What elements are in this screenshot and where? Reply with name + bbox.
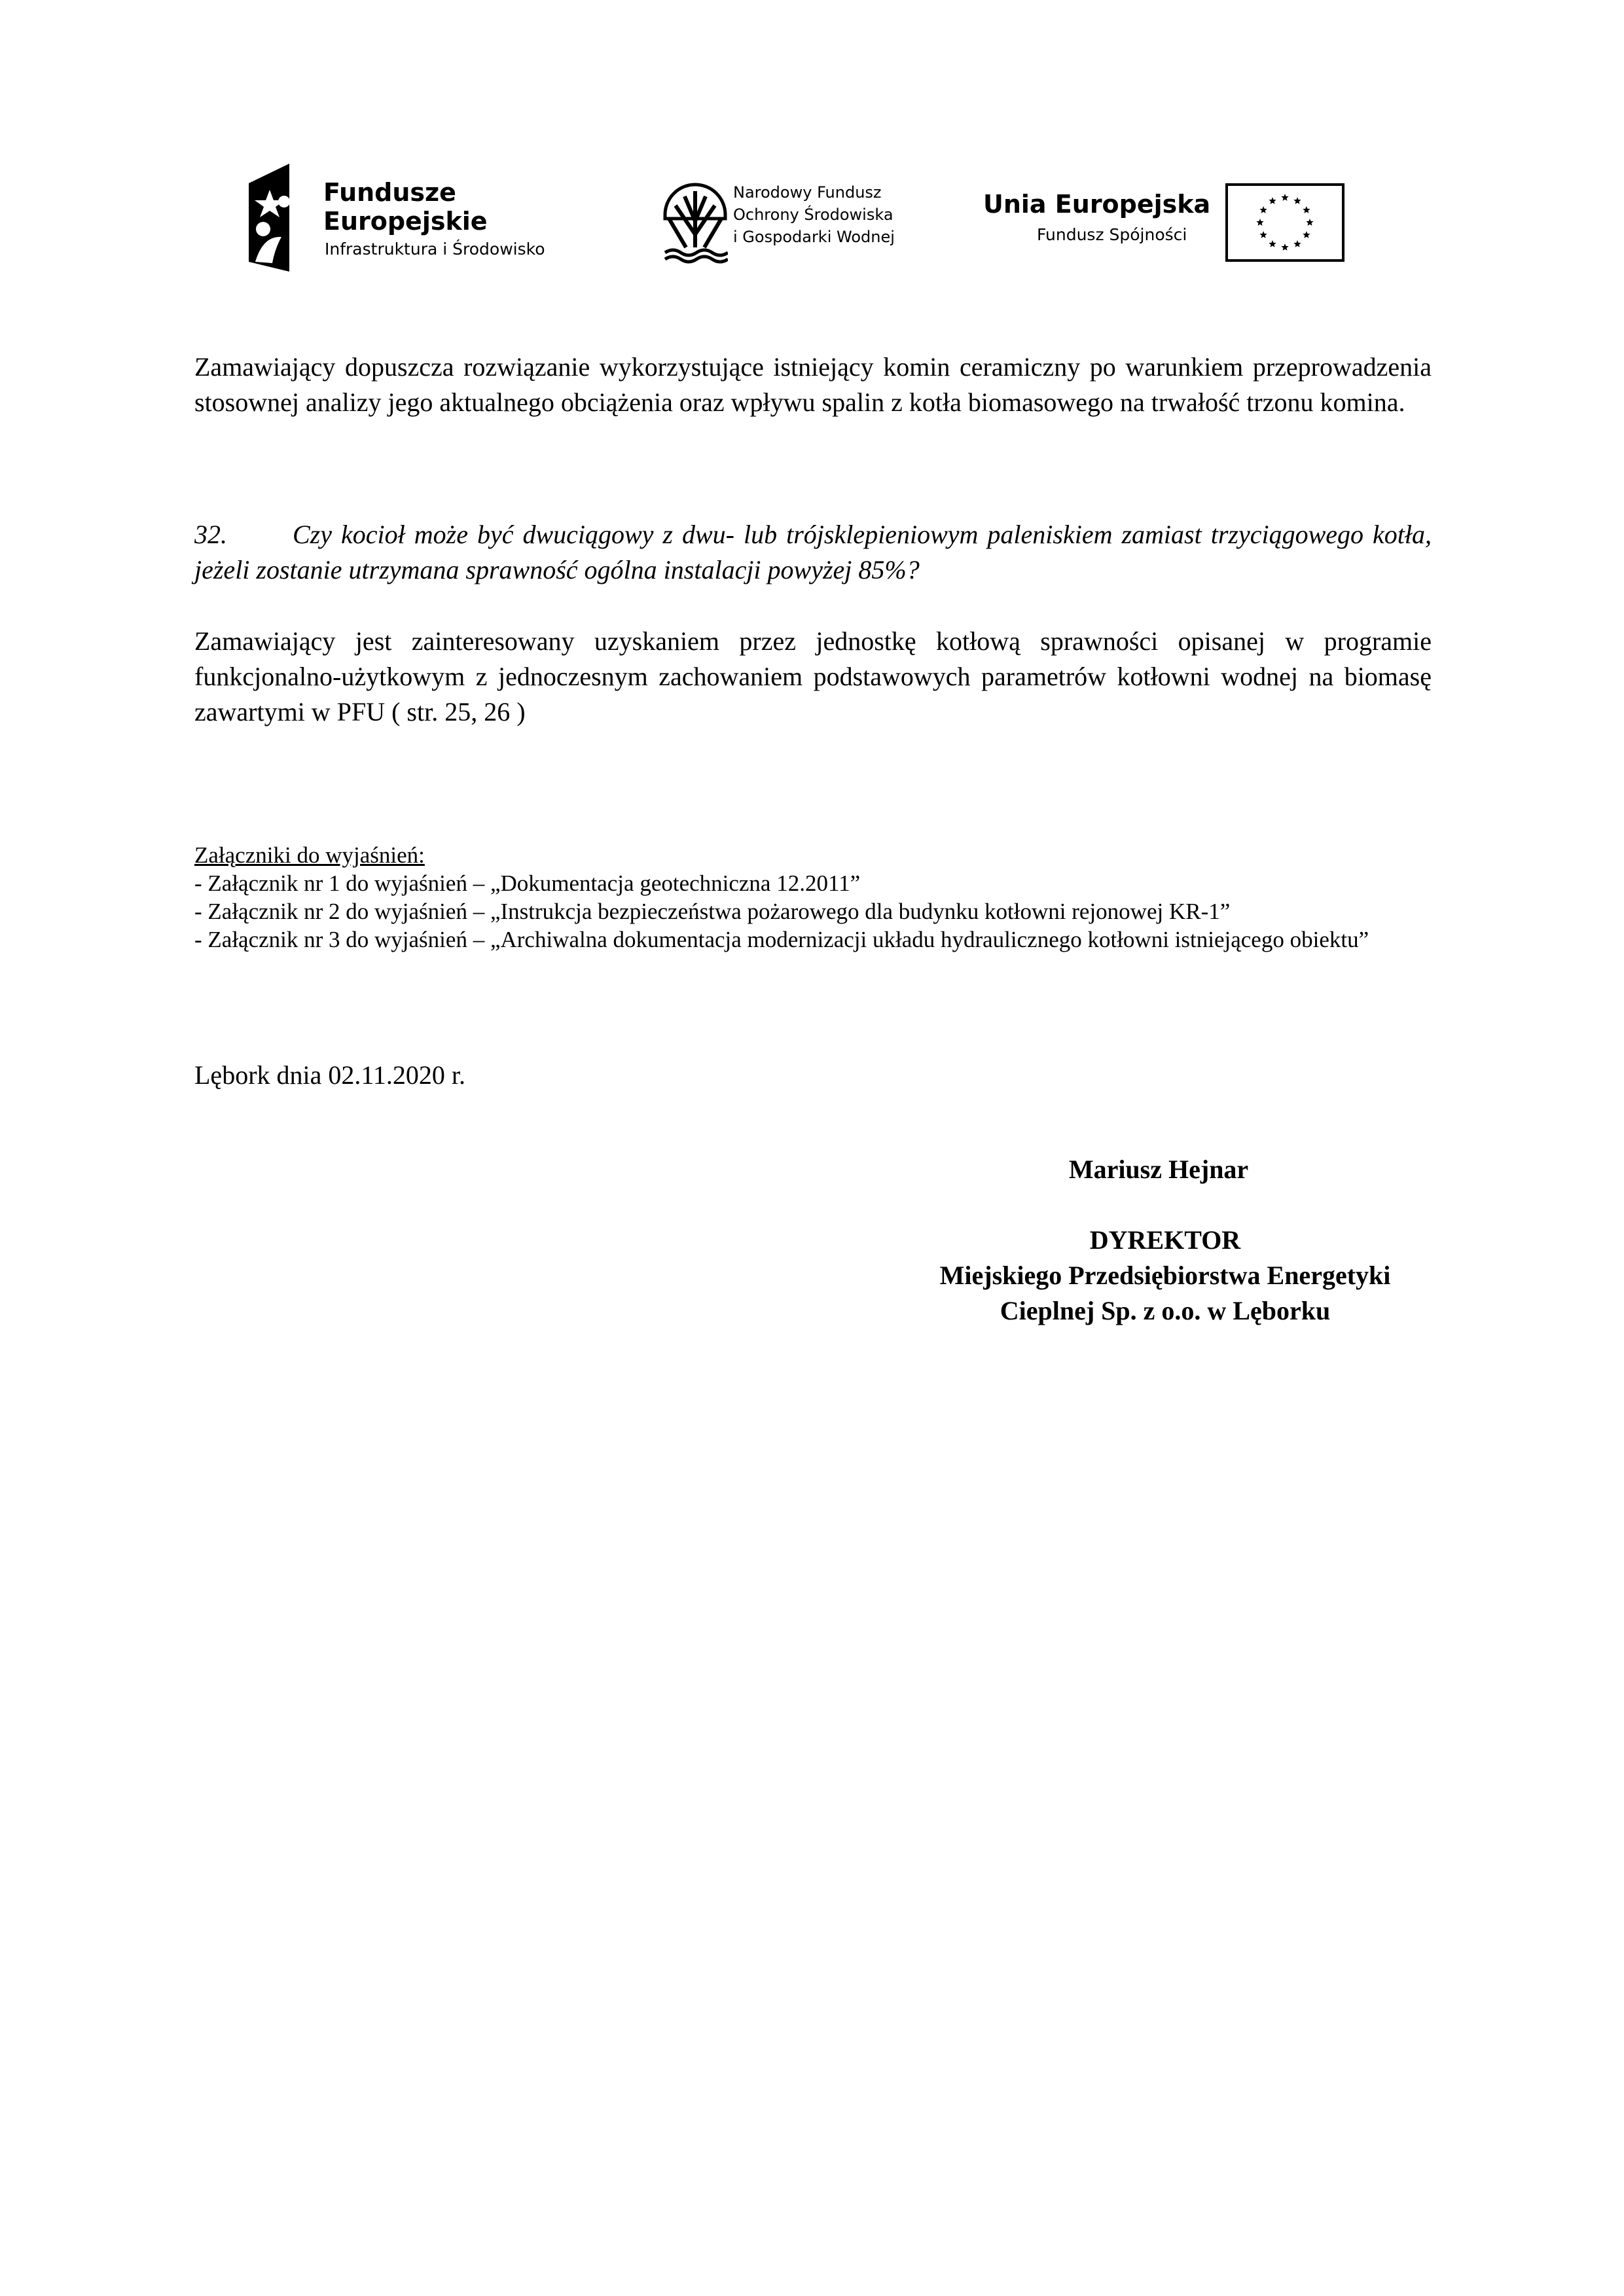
eu-star-icon — [1293, 197, 1301, 204]
fundusze-europejskie-logo — [244, 164, 584, 272]
question-number: 32. — [194, 520, 227, 549]
eu-star-icon — [1281, 243, 1288, 251]
signatory-organization: Miejskiego Przedsiębiorstwa Energetyki — [939, 1261, 1391, 1290]
header-logos — [244, 164, 1350, 272]
nfosigw-logo — [662, 164, 937, 272]
fe-logo-line3: Infrastruktura i Środowisko — [325, 240, 545, 259]
nfosigw-logo-line2: Ochrony Środowiska — [733, 206, 893, 224]
nfosigw-logo-line3: i Gospodarki Wodnej — [733, 228, 895, 246]
eu-star-icon — [1256, 219, 1263, 226]
signatory-name: Mariusz Hejnar — [1068, 1155, 1249, 1184]
nfosigw-logo-line1: Narodowy Fundusz — [733, 183, 882, 202]
paragraph-chimney: Zamawiający dopuszcza rozwiązanie wykorzystujące istniejący komin ceramiczny po warunkiem przeprowadzenia stosownej analizy jego aktualnego obciążenia oraz wpływu spalin z kotła biomasowego na trwałość trzonu komina. — [194, 352, 1432, 417]
fundusze-europejskie-star-icon — [244, 164, 309, 272]
eu-logo-line2: Fundusz Spójności — [1037, 225, 1187, 244]
fe-logo-line1: Fundusze — [323, 178, 456, 207]
question-text: Czy kocioł może być dwuciągowy z dwu- lub trójsklepieniowym paleniskiem zamiast trzyciągowego kotła, jeżeli zostanie utrzymana sprawność ogólna instalacji powyżej 85%? — [194, 520, 1432, 584]
eu-star-icon — [1269, 240, 1276, 247]
question-32 — [194, 517, 1432, 588]
attachment-item: - Załącznik nr 2 do wyjaśnień – „Instrukcja bezpieczeństwa pożarowego dla budynku kotłowni rejonowej KR-1” — [194, 899, 1231, 924]
eu-star-icon — [1269, 197, 1276, 204]
eu-star-icon — [1293, 240, 1301, 247]
place-date: Lębork dnia 02.11.2020 r. — [194, 1060, 466, 1090]
attachments-heading: Załączniki do wyjaśnień: — [194, 842, 425, 868]
signatory-organization: Cieplnej Sp. z o.o. w Lęborku — [1000, 1296, 1331, 1325]
attachment-item: - Załącznik nr 3 do wyjaśnień – „Archiwalna dokumentacja modernizacji układu hydraulicznego kotłowni istniejącego obiektu” — [194, 927, 1369, 952]
signatory-title: DYREKTOR — [1089, 1225, 1241, 1255]
eu-star-icon — [1303, 206, 1310, 213]
eu-star-icon — [1281, 194, 1288, 201]
eu-star-icon — [1259, 231, 1267, 238]
attachment-item: - Załącznik nr 1 do wyjaśnień – „Dokumentacja geotechniczna 12.2011” — [194, 870, 861, 896]
nfosigw-emblem-icon — [662, 182, 728, 264]
eu-star-icon — [1306, 219, 1313, 226]
eu-logo — [983, 164, 1350, 272]
eu-star-icon — [1259, 206, 1267, 213]
answer-32: Zamawiający jest zainteresowany uzyskaniem przez jednostkę kotłową sprawności opisanej w programie funkcjonalno-użytkowym z jednoczesnym zachowaniem podstawowych parametrów kotłowni wodnej na biomasę zawartymi w PFU ( str. 25, 26 ) — [194, 626, 1432, 726]
eu-star-icon — [1303, 231, 1310, 238]
eu-flag-icon — [1225, 183, 1344, 262]
eu-logo-line1: Unia Europejska — [983, 190, 1211, 219]
fe-logo-line2: Europejskie — [323, 207, 488, 236]
